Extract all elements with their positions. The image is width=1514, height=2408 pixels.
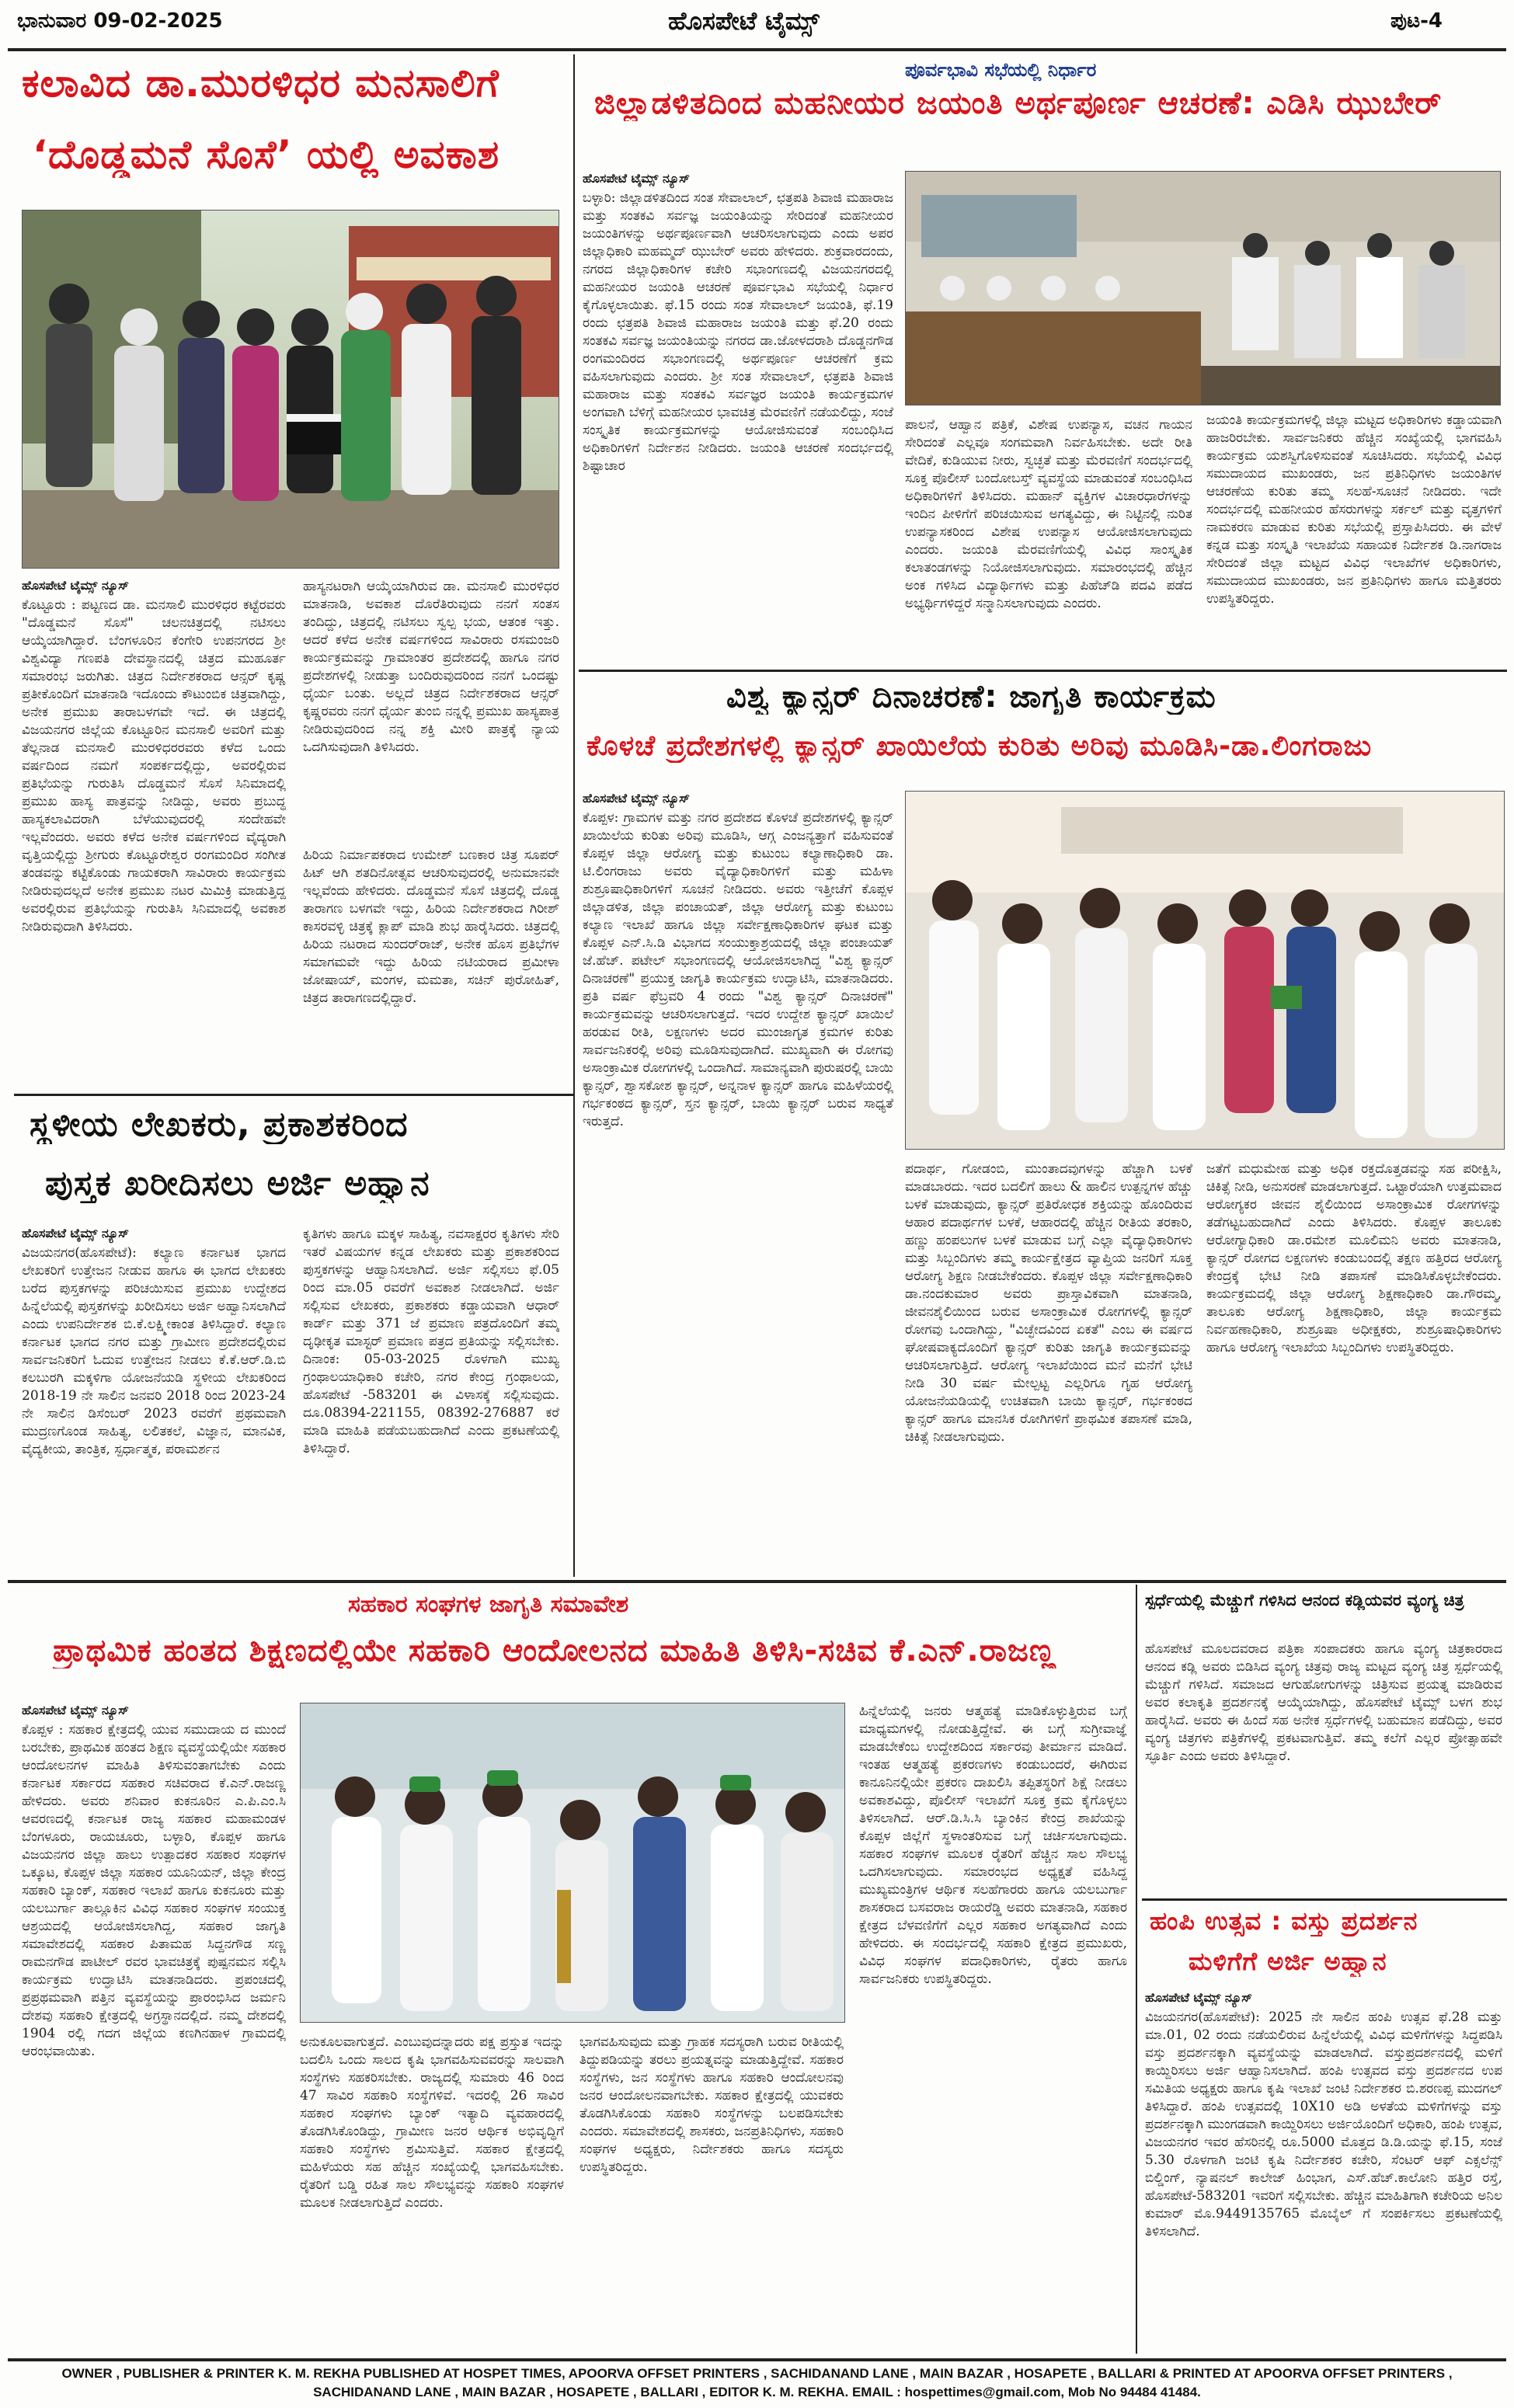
masthead-date: ಭಾನುವಾರ 09-02-2025 bbox=[17, 9, 223, 33]
masthead-page-number: ಪುಟ-4 bbox=[1390, 9, 1443, 33]
lamp-lighting-illustration bbox=[301, 1703, 844, 2022]
sahakara-headline: ಪ್ರಾಥಮಿಕ ಹಂತದ ಶಿಕ್ಷಣದಲ್ಲಿಯೇ ಸಹಕಾರಿ ಆಂದೋಲನದ ಮಾಹಿತಿ ತಿಳಿಸಿ-ಸಚಿವ ಕೆ.ಎನ್.ರಾಜಣ್ಣ bbox=[53, 1633, 1056, 1669]
cancer-body-col1: ಕೊಪ್ಪಳ: ಗ್ರಾಮಗಳ ಮತ್ತು ನಗರ ಪ್ರದೇಶದ ಕೊಳಚೆ ಪ್ರದೇಶಗಳಲ್ಲಿ ಕ್ಯಾನ್ಸರ್ ಖಾಯಿಲೆಯ ಕುರಿತು ಅರಿವು ಮೂಡಿಸಿ, ಆಗ್ಗ ಎಂಜನ್ಯತ್ತಾಗೆ ವಹಿಸುವಂತೆ ಕೊಪ್ಪಳ ಜಿಲ್ಲಾ ಆರೋಗ್ಯ ಮತ್ತು ಕುಟುಂಬ ಕಲ್ಯಾಣಾಧಿಕಾರಿ ಡಾ. ಟಿ.ಲಿಂಗರಾಜು ಅವರು ವೈದ್ಯಾಧಿಕಾರಿಗಳಿಗೆ ಮತ್ತು ಮಹಿಳಾ ಶುಶ್ರೂಷಾಧಿಕಾರಿಗಳಿಗೆ ಸೂಚನೆ ನೀಡಿದರು. ಅವರು ಇತ್ತೀಚೆಗೆ ಕೊಪ್ಪಳ ಜಿಲ್ಲಾಡಳಿತ, ಜಿಲ್ಲಾ ಪಂಚಾಯತ್, ಜಿಲ್ಲಾ ಆರೋಗ್ಯ ಮತ್ತು ಕುಟುಂಬ ಕಲ್ಯಾಣ ಇಲಾಖೆ ಹಾಗೂ ಜಿಲ್ಲಾ ಸರ್ವೇಕ್ಷಣಾಧಿಕಾರಿಗಳ ಘಟಕ ಮತ್ತು ಕೊಪ್ಪಳ ಎನ್.ಸಿ.ಡಿ ವಿಭಾಗದ ಸಂಯುಕ್ತಾಶ್ರಯದಲ್ಲಿ ಜಿಲ್ಲಾ ಪಂಚಾಯತ್ ಜೆ.ಹೆಚ್. ಪಟೇಲ್ ಸಭಾಂಗಣದಲ್ಲಿ ಆಯೋಜಿಸಲಾಗಿದ್ದ "ವಿಶ್ವ ಕ್ಯಾನ್ಸರ್ ದಿನಾಚರಣೆ" ಪ್ರಯುಕ್ತ ಜಾಗೃತಿ ಕಾರ್ಯಕ್ರಮ ಉದ್ಘಾಟಿಸಿ, ಮಾತನಾಡಿದರು. ಪ್ರತಿ ವರ್ಷ ಫೆಬ್ರವರಿ 4 ರಂದು "ವಿಶ್ವ ಕ್ಯಾನ್ಸರ್ ದಿನಾಚರಣೆ" ಕಾರ್ಯಕ್ರಮವನ್ನು ಆಚರಿಸಲಾಗುತ್ತದೆ. ಇದರ ಉದ್ದೇಶ ಕ್ಯಾನ್ಸರ್ ಖಾಯಿಲೆ ಹರಡುವ ರೀತಿ, ಲಕ್ಷಣಗಳು ಅದರ ಮುಂಜಾಗೃತ ಕ್ರಮಗಳ ಕುರಿತು ಸಾರ್ವಜನಿಕರಲ್ಲಿ ಅರಿವು ಮೂಡಿಸುವುದಾಗಿದೆ. ಮುಖ್ಯವಾಗಿ ಈ ರೋಗವು ಅಸಾಂಕ್ರಾಮಿಕ ರೋಗಗಳಲ್ಲಿ ಒಂದಾಗಿದೆ. ಸಾಮಾನ್ಯವಾಗಿ ಪುರುಷರಲ್ಲಿ ಬಾಯಿ ಕ್ಯಾನ್ಸರ್, ಶ್ವಾಸಕೋಶ ಕ್ಯಾನ್ಸರ್, ಅನ್ನನಾಳ ಕ್ಯಾನ್ಸರ್ ಹಾಗೂ ಮಹಿಳೆಯರಲ್ಲಿ ಗರ್ಭಕಂಠದ ಕ್ಯಾನ್ಸರ್, ಸ್ತನ ಕ್ಯಾನ್ಸರ್, ಬಾಯಿ ಕ್ಯಾನ್ಸರ್ ಬರುವ ಸಾಧ್ಯತೆ ಇರುತ್ತದೆ. bbox=[583, 810, 893, 1129]
middle-rule bbox=[8, 1580, 1506, 1583]
cancer-body-col3: ಜತೆಗೆ ಮಧುಮೇಹ ಮತ್ತು ಅಧಿಕ ರಕ್ತದೊತ್ತಡವನ್ನು ಸಹ ಪರೀಕ್ಷಿಸಿ, ಚಿಕಿತ್ಸೆ ನೀಡಿ, ಅನುಸರಣೆ ಮಾಡಲಾಗುತ್ತದೆ. ಒಟ್ಟಾರೆಯಾಗಿ ಉತ್ತಮವಾದ ಆರೋಗ್ಯಕರ ಜೀವನ ಶೈಲಿಯಿಂದ ಅಸಾಂಕ್ರಾಮಿಕ ರೋಗಗಳನ್ನು ತಡೆಗಟ್ಟಬಹುದಾಗಿದೆ ಎಂದು ತಿಳಿಸಿದರು. ಕೊಪ್ಪಳ ತಾಲೂಕು ಆರೋಗ್ಯಾಧಿಕಾರಿ ಡಾ.ರಮೇಶ ಮೂಲಿಮನಿ ಅವರು ಮಾತನಾಡಿ, ಕ್ಯಾನ್ಸರ್ ರೋಗದ ಲಕ್ಷಣಗಳು ಕಂಡುಬಂದಲ್ಲಿ ತಕ್ಷಣ ಹತ್ತಿರದ ಆರೋಗ್ಯ ಕೇಂದ್ರಕ್ಕೆ ಭೇಟಿ ನೀಡಿ ತಪಾಸಣೆ ಮಾಡಿಸಿಕೊಳ್ಳಬೇಕೆಂದರು. ಕಾರ್ಯಕ್ರಮದಲ್ಲಿ ಜಿಲ್ಲಾ ಆರೋಗ್ಯ ಶಿಕ್ಷಣಾಧಿಕಾರಿ ಡಾ.ಗೌರಮ್ಮ, ತಾಲೂಕು ಆರೋಗ್ಯ ಶಿಕ್ಷಣಾಧಿಕಾರಿ, ಜಿಲ್ಲಾ ಕಾರ್ಯಕ್ರಮ ನಿರ್ವಹಣಾಧಿಕಾರಿ, ಶುಶ್ರೂಷಾ ಅಧೀಕ್ಷಕರು, ಶುಶ್ರೂಷಾಧಿಕಾರಿಗಳು ಹಾಗೂ ಆರೋಗ್ಯ ಇಲಾಖೆಯ ಸಿಬ್ಬಂದಿಗಳು ಉಪಸ್ಥಿತರಿದ್ದರು. bbox=[1206, 1161, 1502, 1355]
books-top-rule bbox=[14, 1094, 573, 1096]
footer-line-2: SACHIDANAND LANE , MAIN BAZAR , HOSAPETE , BALLARI , EDITOR K. M. REKHA. EMAIL : hospettimes@gmail.com, Mob No 94484 41484. bbox=[313, 2385, 1201, 2399]
sahakara-byline: ಹೊಸಪೇಟೆ ಟೈಮ್ಸ್ ನ್ಯೂಸ್ bbox=[22, 1703, 129, 1717]
hampi-headline-2: ಮಳಿಗೆಗೆ ಅರ್ಜಿ ಅಹ್ವಾನ bbox=[1189, 1947, 1387, 1976]
murali-body-col2: ಹಾಸ್ಯನಟರಾಗಿ ಆಯ್ಕೆಯಾಗಿರುವ ಡಾ. ಮನಸಾಲಿ ಮುರಳಿಧರ ಮಾತನಾಡಿ, ಅವಕಾಶ ದೊರೆತಿರುವುದು ನನಗೆ ಸಂತಸ ತಂದಿದ್ದು, ಚಿತ್ರದಲ್ಲಿ ನಟಿಸಲು ಸ್ವಲ್ಪ ಭಯ, ಆತಂಕ ಇತ್ತು. ಆದರೆ ಕಳೆದ ಅನೇಕ ವರ್ಷಗಳಿಂದ ಸಾವಿರಾರು ರಸಮಂಜರಿ ಕಾರ್ಯಕ್ರಮವನ್ನು ಗ್ರಾಮಾಂತರ ಪ್ರದೇಶದಲ್ಲಿ ಹಾಗೂ ನಗರ ಪ್ರದೇಶಗಳಲ್ಲಿ ನೀಡುತ್ತಾ ಬಂದಿರುವುದರಿಂದ ನನಗೆ ಒಂದಷ್ಟು ಧೈರ್ಯ ಬಂತು. ಅಲ್ಲದೆ ಚಿತ್ರದ ನಿರ್ದೇಶಕರಾದ ಆನ್ಸರ್ ಕೃಷ್ಣರವರು ನನಗೆ ಧೈರ್ಯ ತುಂಬಿ ನನ್ನಲ್ಲಿ ಪ್ರಮುಖ ಹಾಸ್ಯಪಾತ್ರ ನೀಡಿರುವುದರಿಂದ ನನ್ನ ಶಕ್ತಿ ಮೀರಿ ಪಾತ್ರಕ್ಕೆ ನ್ಯಾಯ ಒದಗಿಸುವುದಾಗಿ ತಿಳಿಸಿದರು. bbox=[303, 579, 559, 755]
cancer-body-col2: ಪದಾರ್ಥ, ಗೋಡಂಬಿ, ಮುಂತಾದವುಗಳನ್ನು ಹೆಚ್ಚಾಗಿ ಬಳಕೆ ಮಾಡಬಾರದು. ಇದರ ಬದಲಿಗೆ ಹಾಲು & ಹಾಲಿನ ಉತ್ಪನ್ನಗಳ ಹೆಚ್ಚು ಬಳಕೆ ಮಾಡುವುದು, ಕ್ಯಾನ್ಸರ್ ಪ್ರತಿರೋಧಕ ಶಕ್ತಿಯನ್ನು ಹೊಂದಿರುವ ಆಹಾರ ಪದಾರ್ಥಗಳ ಬಳಕೆ, ಆಹಾರದಲ್ಲಿ ಹೆಚ್ಚಿನ ರೀತಿಯ ತರಕಾರಿ, ಹಣ್ಣು ಹಂಪಲುಗಳ ಬಳಕೆ ಮಾಡುವ ಬಗ್ಗೆ ಎಲ್ಲಾ ವೈದ್ಯಾಧಿಕಾರಿಗಳು ಮತ್ತು ಸಿಬ್ಬಂದಿಗಳು ತಮ್ಮ ಕಾರ್ಯಕ್ಷೇತ್ರದ ವ್ಯಾಪ್ತಿಯ ಜನರಿಗೆ ಸೂಕ್ತ ಆರೋಗ್ಯ ಶಿಕ್ಷಣ ನೀಡಬೇಕೆಂದರು. ಕೊಪ್ಪಳ ಜಿಲ್ಲಾ ಸರ್ವೇಕ್ಷಣಾಧಿಕಾರಿ ಡಾ.ನಂದಕುಮಾರ ಅವರು ಪ್ರಾಸ್ತಾವಿಕವಾಗಿ ಮಾತನಾಡಿ, ಜೀವನಶೈಲಿಯಿಂದ ಬರುವ ಅಸಾಂಕ್ರಾಮಿಕ ರೋಗಗಳಲ್ಲಿ ಕ್ಯಾನ್ಸರ್ ರೋಗವು ಒಂದಾಗಿದ್ದು, "ವಿಚ್ಛೇದವಿಂದ ಏಕತೆ" ಎಂಬ ಈ ವರ್ಷದ ಘೋಷವಾಕ್ಯದೊಂದಿಗೆ ಕ್ಯಾನ್ಸರ್ ಕುರಿತು ಜಾಗೃತಿ ಕಾರ್ಯಕ್ರಮವನ್ನು ಆಚರಿಸಲಾಗುತ್ತಿದೆ. ಆರೋಗ್ಯ ಇಲಾಖೆಯಿಂದ ಮನೆ ಮನೆಗೆ ಭೇಟಿ ನೀಡಿ 30 ವರ್ಷ ಮೇಲ್ಪಟ್ಟ ಎಲ್ಲರಿಗೂ ಗೃಹ ಆರೋಗ್ಯ ಯೋಜನೆಯಡಿಯಲ್ಲಿ ಉಚಿತವಾಗಿ ಬಾಯಿ ಕ್ಯಾನ್ಸರ್, ಗರ್ಭಕಂಠದ ಕ್ಯಾನ್ಸರ್ ಹಾಗೂ ಮಾನಸಿಕ ರೋಗಿಗಳಿಗೆ ಪ್ರಾಥಮಿಕ ತಪಾಸಣೆ ಮಾಡಿ, ಚಿಕಿತ್ಸೆ ನೀಡಲಾಗುವುದು. bbox=[905, 1161, 1192, 1445]
cartoon-headline: ಸ್ಪರ್ಧೆಯಲ್ಲಿ ಮೆಚ್ಚುಗೆ ಗಳಿಸಿದ ಆನಂದ ಕಡ್ಲಿಯವರ ವ್ಯಂಗ್ಯ ಚಿತ್ರ bbox=[1145, 1591, 1464, 1609]
sahakara-kicker: ಸಹಕಾರ ಸಂಘಗಳ ಜಾಗೃತಿ ಸಮಾವೇಶ bbox=[348, 1591, 629, 1618]
hampi-story bbox=[1142, 1903, 1507, 2358]
jayanti-story bbox=[579, 54, 1507, 668]
cartoon-story bbox=[1142, 1586, 1507, 1897]
murali-headline-2: ‘ದೊಡ್ಡಮನೆ ಸೊಸೆ’ ಯಲ್ಲಿ ಅವಕಾಶ bbox=[33, 132, 500, 177]
books-body-col1: ವಿಜಯನಗರ(ಹೊಸಪೇಟೆ): ಕಲ್ಯಾಣ ಕರ್ನಾಟಕ ಭಾಗದ ಲೇಖಕರಿಗೆ ಉತ್ತೇಜನ ನೀಡುವ ಹಾಗೂ ಈ ಭಾಗದ ಲೇಖಕರು ಬರೆದ ಪುಸ್ತಕಗಳನ್ನು ಪರಿಚಯಿಸುವ ಪ್ರಮುಖ ಉದ್ದೇಶದ ಹಿನ್ನೆಲೆಯಲ್ಲಿ ಪುಸ್ತಕಗಳನ್ನು ಖರೀದಿಸಲು ಅರ್ಜಿ ಅಹ್ವಾನಿಸಲಾಗಿದೆ ಎಂದು ಉಪನಿರ್ದೇಶಕ ಬಿ.ಕೆ.ಲಕ್ಷ್ಮೀಕಾಂತ ತಿಳಿಸಿದ್ದಾರೆ. ಕಲ್ಯಾಣ ಕರ್ನಾಟಕ ಭಾಗದ ನಗರ ಮತ್ತು ಗ್ರಾಮೀಣ ಪ್ರದೇಶದಲ್ಲಿರುವ ಸಾರ್ವಜನಿಕರಿಗೆ ಓದುವ ಉತ್ತೇಜನ ನೀಡಲು ಕೆ.ಕೆ.ಆರ್.ಡಿ.ಬಿ ಕಲಬುರಗಿ ಮಕ್ಕಳಿಗಾ ಯೋಜನೆಯಡಿ ಸ್ಥಳೀಯ ಲೇಖಕರಿಂದ 2018-19 ನೇ ಸಾಲಿನ ಜನವರಿ 2018 ರಿಂದ 2023-24 ನೇ ಸಾಲಿನ ಡಿಸೆಂಬರ್ 2023 ರವರೆಗೆ ಪ್ರಥಮವಾಗಿ ಮುದ್ರಣಗೊಂಡ ಸಾಹಿತ್ಯ, ಲಲಿತಕಲೆ, ವಿಜ್ಞಾನ, ಮಾನವಿಕ, ವೈದ್ಯಕೀಯ, ತಾಂತ್ರಿಕ, ಸ್ಪರ್ಧಾತ್ಮಕ, ಪರಾಮರ್ಶನ bbox=[22, 1245, 286, 1457]
sahakara-body-col2: ಅನುಕೂಲವಾಗುತ್ತದೆ. ಎಂಬುವುದನ್ನಾದರು ಪಕ್ಷ ಪ್ರಸ್ತುತ ಇದನ್ನು ಬದಲಿಸಿ ಒಂದು ಸಾಲದ ಕೃಷಿ ಭಾಗವಹಿಸುವವರನ್ನು ಸಾಲವಾಗಿ ಸಂಸ್ಥೆಗಳು ಸಹಕರಿಸಬೇಕು. ರಾಜ್ಯದಲ್ಲಿ ಸುಮಾರು 46 ರಿಂದ 47 ಸಾವಿರ ಸಹಕಾರಿ ಸಂಸ್ಥೆಗಳಿವೆ. ಇದರಲ್ಲಿ 26 ಸಾವಿರ ಸಹಕಾರ ಸಂಘಗಳು ಬ್ಯಾಂಕ್ ಇತ್ಯಾದಿ ವ್ಯವಹಾರದಲ್ಲಿ ತೊಡಗಿಸಿಕೊಂಡಿದ್ದು, ಗ್ರಾಮೀಣ ಜನರ ಆರ್ಥಿಕ ಅಭಿವೃದ್ಧಿಗೆ ಸಹಕಾರಿ ಸಂಸ್ಥೆಗಳು ಶ್ರಮಿಸುತ್ತಿವೆ. ಸಹಕಾರ ಕ್ಷೇತ್ರದಲ್ಲಿ ಮಹಿಳೆಯರು ಸಹ ಹೆಚ್ಚಿನ ಸಂಖ್ಯೆಯಲ್ಲಿ ಭಾಗವಹಿಸಬೇಕು. ರೈತರಿಗೆ ಬಡ್ಡಿ ರಹಿತ ಸಾಲ ಸೌಲಭ್ಯವನ್ನು ಸಹಕಾರಿ ಸಂಘಗಳ ಮೂಲಕ ನೀಡಲಾಗುತ್ತಿದೆ ಎಂದರು. bbox=[300, 2034, 564, 2211]
cancer-headline-2: ಕೊಳಚೆ ಪ್ರದೇಶಗಳಲ್ಲಿ ಕ್ಯಾನ್ಸರ್ ಖಾಯಿಲೆಯ ಕುರಿತು ಅರಿವು ಮೂಡಿಸಿ-ಡಾ.ಲಿಂಗರಾಜು bbox=[586, 730, 1373, 762]
cancer-story bbox=[579, 674, 1507, 1575]
film-launch-illustration bbox=[23, 211, 559, 568]
jayanti-byline: ಹೊಸಪೇಟೆ ಟೈಮ್ಸ್ ನ್ಯೂಸ್ bbox=[583, 171, 690, 186]
footer-imprint bbox=[0, 2365, 1514, 2408]
hampi-body: ವಿಜಯನಗರ(ಹೊಸಪೇಟೆ): 2025 ನೇ ಸಾಲಿನ ಹಂಪಿ ಉತ್ಸವ ಫೆ.28 ಮತ್ತು ಮಾ.01, 02 ರಂದು ನಡೆಯಲಿರುವ ಹಿನ್ನೆಲೆಯಲ್ಲಿ ವಿವಿಧ ಮಳಿಗೆಗಳನ್ನು ಸಿದ್ಧಪಡಿಸಿ ವಸ್ತು ಪ್ರದರ್ಶನಕ್ಕಾಗಿ ವ್ಯವಸ್ಥೆಯನ್ನು ಮಾಡಲಾಗಿದೆ. ವಸ್ತುಪ್ರದರ್ಶನದಲ್ಲಿ ಮಳಿಗೆ ಕಾಯ್ದಿರಿಸಲು ಅರ್ಜಿ ಆಹ್ವಾನಿಸಲಾಗಿದೆ. ಹಂಪಿ ಉತ್ಸವದ ವಸ್ತು ಪ್ರದರ್ಶನದ ಉಪ ಸಮಿತಿಯ ಅಧ್ಯಕ್ಷರು ಹಾಗೂ ಕೃಷಿ ಇಲಾಖೆ ಜಂಟಿ ನಿರ್ದೇಶಕರ ಬಿ.ಶರಣಪ್ಪ ಮುದಗಲ್ ತಿಳಿಸಿದ್ದಾರೆ. ಹಂಪಿ ಉತ್ಸವದಲ್ಲಿ 10X10 ಅಡಿ ಅಳತೆಯ ಮಳಿಗೆಗಳನ್ನು ವಸ್ತು ಪ್ರದರ್ಶನಕ್ಕಾಗಿ ಮುಂಗಡವಾಗಿ ಕಾಯ್ದಿರಿಸಲು ಅರ್ಜಿಯೊಂದಿಗೆ ಅಧಿಕಾರಿ, ಹಂಪಿ ಉತ್ಸವ, ವಿಜಯನಗರ ಇವರ ಹೆಸರಿನಲ್ಲಿ ರೂ.5000 ಮೊತ್ತದ ಡಿ.ಡಿ.ಯನ್ನು ಫೆ.15, ಸಂಜೆ 5.30 ರೊಳಗಾಗಿ ಜಂಟಿ ಕೃಷಿ ನಿರ್ದೇಶಕರ ಕಚೇರಿ, ಸೆಂಟರ್ ಆಫ್ ಎಕ್ಸಲೆನ್ಸ್ ಬಿಲ್ಡಿಂಗ್, ನ್ಯಾಷನಲ್ ಕಾಲೇಜ್ ಹಿಂಭಾಗ, ಎಸ್.ಹೆಚ್.ಕಾಲೋನಿ ಹತ್ತಿರ ರಸ್ತೆ, ಹೊಸಪೇಟೆ-583201 ಇವರಿಗೆ ಸಲ್ಲಿಸಬೇಕು. ಹೆಚ್ಚಿನ ಮಾಹಿತಿಗಾಗಿ ಕಚೇರಿಯ ಅನಿಲ ಕುಮಾರ್ ಮೊ.9449135765 ಮೊಬೈಲ್ ಗೆ ಸಂಪರ್ಕಿಸಲು ಪ್ರಕಟಣೆಯಲ್ಲಿ ತಿಳಿಸಲಾಗಿದೆ. bbox=[1145, 2010, 1502, 2239]
jayanti-headline: ಜಿಲ್ಲಾಡಳಿತದಿಂದ ಮಹನೀಯರ ಜಯಂತಿ ಅರ್ಥಪೂರ್ಣ ಆಚರಣೆ: ಎಡಿಸಿ ಝುಬೇರ್ bbox=[594, 85, 1443, 121]
sahakara-lamp-lighting-photo bbox=[300, 1703, 845, 2023]
sahakara-body-col3: ಭಾಗವಹಿಸುವುದು ಮತ್ತು ಗ್ರಾಹಕ ಸದಸ್ಯರಾಗಿ ಬರುವ ರೀತಿಯಲ್ಲಿ ತಿದ್ದುಪಡಿಯನ್ನು ತರಲು ಪ್ರಯತ್ನವನ್ನು ಮಾಡುತ್ತಿದ್ದೇವೆ. ಸಹಕಾರ ಸಂಸ್ಥೆಗಳು, ಜನ ಸಂಸ್ಥೆಗಳು ಹಾಗೂ ಸಹಕಾರಿ ಆಂದೋಲನವು ಜನರ ಆಂದೋಲನವಾಗಬೇಕು. ಸಹಕಾರ ಕ್ಷೇತ್ರದಲ್ಲಿ ಯುವಕರು ತೊಡಗಿಸಿಕೊಂಡು ಸಹಕಾರಿ ಸಂಸ್ಥೆಗಳನ್ನು ಬಲಪಡಿಸಬೇಕು ಎಂದರು. ಸಮಾವೇಶದಲ್ಲಿ ಶಾಸಕರು, ಜನಪ್ರತಿನಿಧಿಗಳು, ಸಹಕಾರಿ ಸಂಘಗಳ ಅಧ್ಯಕ್ಷರು, ನಿರ್ದೇಶಕರು ಹಾಗೂ ಸದಸ್ಯರು ಉಪಸ್ಥಿತರಿದ್ದರು. bbox=[579, 2034, 844, 2175]
murali-film-launch-photo bbox=[22, 210, 559, 569]
jayanti-body-col3: ಜಯಂತಿ ಕಾರ್ಯಕ್ರಮಗಳಲ್ಲಿ ಜಿಲ್ಲಾ ಮಟ್ಟದ ಅಧಿಕಾರಿಗಳು ಕಡ್ಡಾಯವಾಗಿ ಹಾಜರಿರಬೇಕು. ಸಾರ್ವಜನಿಕರು ಹೆಚ್ಚಿನ ಸಂಖ್ಯೆಯಲ್ಲಿ ಭಾಗವಹಿಸಿ ಕಾರ್ಯಕ್ರಮ ಯಶಸ್ವಿಗೊಳಿಸುವಂತೆ ಸೂಚಿಸಿದರು. ಸಭೆಯಲ್ಲಿ ವಿವಿಧ ಸಮುದಾಯದ ಮುಖಂಡರು, ಜನ ಪ್ರತಿನಿಧಿಗಳು ಜಯಂತಿಗಳ ಆಚರಣೆಯ ಕುರಿತು ತಮ್ಮ ಸಲಹೆ-ಸೂಚನೆ ನೀಡಿದರು. ಇದೇ ಸಂದರ್ಭದಲ್ಲಿ ಮಹನೀಯರ ಹೆಸರುಗಳನ್ನು ಸರ್ಕಲ್ ಮತ್ತು ವೃತ್ತಗಳಿಗೆ ನಾಮಕರಣ ಮಾಡುವ ಕುರಿತು ಸಭೆಯಲ್ಲಿ ಪ್ರಸ್ತಾಪಿಸಿದರು. ಈ ವೇಳೆ ಕನ್ನಡ ಮತ್ತು ಸಂಸ್ಕೃತಿ ಇಲಾಖೆಯ ಸಹಾಯಕ ನಿರ್ದೇಶಕ ಡಿ.ನಾಗರಾಜ ಸೇರಿದಂತೆ ಜಿಲ್ಲಾ ಮಟ್ಟದ ವಿವಿಧ ಇಲಾಖೆಗಳ ಅಧಿಕಾರಿಗಳು, ಸಮುದಾಯದ ಮುಖಂಡರು, ಜನ ಪ್ರತಿನಿಧಿಗಳು ಹಾಗೂ ಮತ್ತಿತರರು ಉಪಸ್ಥಿತರಿದ್ದರು. bbox=[1206, 412, 1502, 607]
hampi-top-rule bbox=[1142, 1898, 1507, 1901]
jayanti-body-col2: ಪಾಲನೆ, ಆಹ್ವಾನ ಪತ್ರಿಕೆ, ವಿಶೇಷ ಉಪನ್ಯಾಸ, ವಚನ ಗಾಯನ ಸೇರಿದಂತೆ ಎಲ್ಲವೂ ಸಂಗಮವಾಗಿ ನಿರ್ವಹಿಸಬೇಕು. ಅದೇ ರೀತಿ ವೇದಿಕೆ, ಕುಡಿಯುವ ನೀರು, ಸ್ವಚ್ಛತೆ ಮತ್ತು ಮೆರವಣಿಗೆ ಸಂದರ್ಭದಲ್ಲಿ ಸೂಕ್ತ ಪೊಲೀಸ್ ಬಂದೋಬಸ್ತ್ ವ್ಯವಸ್ಥೆಯ ಮಾಡುವಂತೆ ಸಂಬಂಧಿಸಿದ ಅಧಿಕಾರಿಗಳಿಗೆ ತಿಳಿಸಿದರು. ಮಹಾನ್ ವ್ಯಕ್ತಿಗಳ ವಿಚಾರಧಾರೆಗಳನ್ನು ಇಂದಿನ ಪೀಳಿಗೆಗೆ ಪರಿಚಯಿಸುವ ಅಗತ್ಯವಿದ್ದು, ಈ ನಿಟ್ಟಿನಲ್ಲಿ ನುರಿತ ಉಪನ್ಯಾಸಕರಿಂದ ವಿಶೇಷ ಉಪನ್ಯಾಸ ಆಯೋಜಿಸಲಾಗುವುದು ಎಂದರು. ಜಯಂತಿ ಮೆರವಣಿಗೆಯಲ್ಲಿ ವಿವಿಧ ಸಾಂಸ್ಕೃತಿಕ ಕಲಾತಂಡಗಳನ್ನು ನಿಯೋಜಿಸಲಾಗುವುದು. ಸಮಾರಂಭದಲ್ಲಿ ಹೆಚ್ಚಿನ ಅಂಕ ಗಳಿಸಿದ ವಿದ್ಯಾರ್ಥಿಗಳು ಮತ್ತು ಪಿಹೆಚ್‌ಡಿ ಪದವಿ ಪಡೆದ ಅಭ್ಯರ್ಥಿಗಳಿದ್ದರೆ ಸನ್ಮಾನಿಸಲಾಗುವುದು ಎಂದರು. bbox=[905, 417, 1192, 611]
hampi-headline-1: ಹಂಪಿ ಉತ್ಸವ : ವಸ್ತು ಪ್ರದರ್ಶನ bbox=[1150, 1906, 1418, 1936]
jayanti-body-col1: ಬಳ್ಳಾರಿ: ಜಿಲ್ಲಾಡಳಿತದಿಂದ ಸಂತ ಸೇವಾಲಾಲ್, ಛತ್ರಪತಿ ಶಿವಾಜಿ ಮಹಾರಾಜ ಮತ್ತು ಸಂತಕವಿ ಸರ್ವಜ್ಞ ಜಯಂತಿಯನ್ನು ಸೇರಿದಂತೆ ಮಹನೀಯರ ಜಯಂತಿಗಳನ್ನು ಅರ್ಥಪೂರ್ಣವಾಗಿ ಆಚರಿಸಲಾಗುವುದು ಎಂದು ಅಪರ ಜಿಲ್ಲಾಧಿಕಾರಿ ಮಹಮ್ಮದ್ ಝುಬೇರ್ ಅವರು ಹೇಳಿದರು. ಶುಕ್ರವಾರದಂದು, ನಗರದ ಜಿಲ್ಲಾಧಿಕಾರಿಗಳ ಕಚೇರಿ ಸಭಾಂಗಣದಲ್ಲಿ ವಿಜಯನಗರದಲ್ಲಿ ಮಹನೀಯರ ಜಯಂತಿ ಆಚರಣೆ ಪೂರ್ವಭಾವಿ ಸಭೆಯಲ್ಲಿ ನಿರ್ಧಾರ ಕೈಗೊಳ್ಳಲಾಯಿತು. ಫೆ.15 ರಂದು ಸಂತ ಸೇವಾಲಾಲ್ ಜಯಂತಿ, ಫೆ.19 ರಂದು ಛತ್ರಪತಿ ಶಿವಾಜಿ ಮಹಾರಾಜ ಜಯಂತಿ ಮತ್ತು ಫೆ.20 ರಂದು ಸಂತಕವಿ ಸರ್ವಜ್ಞ ಜಯಂತಿಯನ್ನು ನಗರದ ಡಾ.ಜೋಳದರಾಶಿ ದೊಡ್ಡನಗೌಡ ರಂಗಮಂದಿರದ ಸಭಾಂಗಣದಲ್ಲಿ ಅರ್ಥಪೂರ್ಣ ಆಚರಣೆಗೆ ಕ್ರಮ ವಹಿಸಲಾಗುವುದು ಎಂದರು. ಶ್ರೀ ಸಂತ ಸೇವಾಲಾಲ್, ಛತ್ರಪತಿ ಶಿವಾಜಿ ಮಹಾರಾಜ ಮತ್ತು ಸಂತಕವಿ ಸರ್ವಜ್ಞರ ಜಯಂತಿ ಕಾರ್ಯಕ್ರಮಗಳ ಅಂಗವಾಗಿ ಬೆಳಿಗ್ಗೆ ಮಹನೀಯರ ಭಾವಚಿತ್ರ ಮೆರವಣಿಗೆ ನಡೆಯಲಿದ್ದು, ಸಂಜೆ ಸಂಸ್ಕೃತಿಕ ಕಾರ್ಯಕ್ರಮಗಳನ್ನು ಆಯೋಜಿಸುವಂತೆ ಸಂಬಂಧಿಸಿದ ಅಧಿಕಾರಿಗಳಿಗೆ ನಿರ್ದೇಶನ ನೀಡಿದರು. ಜಯಂತಿ ಆಚರಣೆ ಸಂದರ್ಭದಲ್ಲಿ ಶಿಷ್ಟಾಚಾರ bbox=[583, 190, 893, 474]
sahakara-story bbox=[14, 1586, 1133, 2355]
cancer-byline: ಹೊಸಪೇಟೆ ಟೈಮ್ಸ್ ನ್ಯೂಸ್ bbox=[583, 791, 690, 806]
books-headline-2: ಪುಸ್ತಕ ಖರೀದಿಸಲು ಅರ್ಜಿ ಅಹ್ವಾನ bbox=[45, 1164, 430, 1203]
books-body-col2: ಕೃತಿಗಳು ಹಾಗೂ ಮಕ್ಕಳ ಸಾಹಿತ್ಯ, ನವಸಾಕ್ಷರರ ಕೃತಿಗಳು ಸೇರಿ ಇತರೆ ವಿಷಯಗಳ ಕನ್ನಡ ಲೇಖಕರು ಮತ್ತು ಪ್ರಕಾಶಕರಿಂದ ಪುಸ್ತಕಗಳನ್ನು ಆಹ್ವಾನಿಸಲಾಗಿದೆ. ಅರ್ಜಿ ಸಲ್ಲಿಸಲು ಫೆ.05 ರಿಂದ ಮಾ.05 ರವರೆಗೆ ಅವಕಾಶ ನೀಡಲಾಗಿದೆ. ಅರ್ಜಿ ಸಲ್ಲಿಸುವ ಲೇಖಕರು, ಪ್ರಕಾಶಕರು ಕಡ್ಡಾಯವಾಗಿ ಆಧಾರ್ ಕಾರ್ಡ್ ಮತ್ತು 371 ಜೆ ಪ್ರಮಾಣ ಪತ್ರದೊಂದಿಗೆ ತಮ್ಮ ದೃಢೀಕೃತ ಮಾಸ್ಟರ್ ಪ್ರಮಾಣ ಪತ್ರದ ಪ್ರತಿಯನ್ನು ಸಲ್ಲಿಸಬೇಕು. ದಿನಾಂಕ: 05-03-2025 ರೊಳಗಾಗಿ ಮುಖ್ಯ ಗ್ರಂಥಾಲಯಾಧಿಕಾರಿ ಕಚೇರಿ, ನಗರ ಕೇಂದ್ರ ಗ್ರಂಥಾಲಯ, ಹೊಸಪೇಟೆ -583201 ಈ ವಿಳಾಸಕ್ಕೆ ಸಲ್ಲಿಸುವುದು. ದೂ.08394-221155, 08392-276887 ಕರೆ ಮಾಡಿ ಮಾಹಿತಿ ಪಡೆಯಬಹುದಾಗಿದೆ ಎಂದು ಪ್ರಕಟಣೆಯಲ್ಲಿ ತಿಳಿಸಿದ್ದಾರೆ. bbox=[303, 1227, 559, 1456]
murali-story bbox=[14, 54, 567, 1087]
sahakara-body-col4: ಹಿನ್ನೆಲೆಯಲ್ಲಿ ಜನರು ಆತ್ಮಹತ್ಯೆ ಮಾಡಿಕೊಳ್ಳುತ್ತಿರುವ ಬಗ್ಗೆ ಮಾಧ್ಯಮಗಳಲ್ಲಿ ನೋಡುತ್ತಿದ್ದೇವೆ. ಈ ಬಗ್ಗೆ ಸುಗ್ರೀವಾಜ್ಞೆ ಮಾಡಬೇಕೆಂಬ ಉದ್ದೇಶದಿಂದ ಸರ್ಕಾರವು ತೀರ್ಮಾನ ಮಾಡಿದೆ. ಇಂತಹ ಆತ್ಮಹತ್ಯೆ ಪ್ರಕರಣಗಳು ಕಂಡುಬಂದರೆ, ಈಗಿರುವ ಕಾನೂನಿನಲ್ಲಿಯೇ ಪ್ರಕರಣ ದಾಖಲಿಸಿ ತಪ್ಪಿತಸ್ಥರಿಗೆ ಶಿಕ್ಷೆ ನೀಡಲು ಅವಕಾಶವಿದ್ದು, ಪೊಲೀಸ್ ಇಲಾಖೆಗೆ ಸೂಕ್ತ ಕ್ರಮ ಕೈಗೊಳ್ಳಲು ತಿಳಿಸಲಾಗಿದೆ. ಆರ್.ಡಿ.ಸಿ.ಸಿ ಬ್ಯಾಂಕಿನ ಕೇಂದ್ರ ಶಾಖೆಯನ್ನು ಕೊಪ್ಪಳ ಜಿಲ್ಲೆಗೆ ಸ್ಥಳಾಂತರಿಸುವ ಬಗ್ಗೆ ಚರ್ಚಿಸಲಾಗುವುದು. ಸಹಕಾರ ಸಂಘಗಳ ಮೂಲಕ ರೈತರಿಗೆ ಹೆಚ್ಚಿನ ಸಾಲ ಸೌಲಭ್ಯ ಒದಗಿಸಲಾಗುವುದು. ಸಮಾರಂಭದ ಅಧ್ಯಕ್ಷತೆ ವಹಿಸಿದ್ದ ಮುಖ್ಯಮಂತ್ರಿಗಳ ಆರ್ಥಿಕ ಸಲಹೆಗಾರರು ಹಾಗೂ ಯಲಬುರ್ಗಾ ಶಾಸಕರಾದ ಬಸವರಾಜ ರಾಯರೆಡ್ಡಿ ಅವರು ಮಾತನಾಡಿ, ಸಹಕಾರ ಕ್ಷೇತ್ರದ ಬೆಳವಣಿಗೆಗೆ ಎಲ್ಲರ ಸಹಕಾರ ಅಗತ್ಯವಾಗಿದೆ ಎಂದು ಹೇಳಿದರು. ಈ ಸಂದರ್ಭದಲ್ಲಿ ಸಹಕಾರಿ ಕ್ಷೇತ್ರದ ಪ್ರಮುಖರು, ವಿವಿಧ ಸಂಘಗಳ ಪದಾಧಿಕಾರಿಗಳು, ರೈತರು ಹಾಗೂ ಸಾರ್ವಜನಿಕರು ಉಪಸ್ಥಿತರಿದ್ದರು. bbox=[859, 1703, 1127, 1987]
cartoon-body: ಹೊಸಪೇಟೆ ಮೂಲದವರಾದ ಪತ್ರಿಕಾ ಸಂಪಾದಕರು ಹಾಗೂ ವ್ಯಂಗ್ಯ ಚಿತ್ರಕಾರರಾದ ಆನಂದ ಕಡ್ಲಿ ಅವರು ಬಿಡಿಸಿದ ವ್ಯಂಗ್ಯ ಚಿತ್ರವು ರಾಜ್ಯ ಮಟ್ಟದ ವ್ಯಂಗ್ಯ ಚಿತ್ರ ಸ್ಪರ್ಧೆಯಲ್ಲಿ ಮೆಚ್ಚುಗೆ ಗಳಿಸಿದೆ. ಸಮಾಜದ ಆಗುಹೋಗುಗಳನ್ನು ಚಿತ್ರಿಸುವ ಪ್ರಯತ್ನ ಮಾಡಿರುವ ಅವರ ಕಲಾಕೃತಿ ಪ್ರದರ್ಶನಕ್ಕೆ ಆಯ್ಕೆಯಾಗಿದ್ದು, ಹೊಸಪೇಟೆ ಟೈಮ್ಸ್ ಬಳಗ ಶುಭ ಹಾರೈಸಿದೆ. ಅವರು ಈ ಹಿಂದೆ ಸಹ ಅನೇಕ ಸ್ಪರ್ಧೆಗಳಲ್ಲಿ ಬಹುಮಾನ ಪಡೆದಿದ್ದು, ಅವರ ವ್ಯಂಗ್ಯ ಚಿತ್ರಗಳು ಪತ್ರಿಕೆಗಳಲ್ಲಿ ಪ್ರಕಟವಾಗುತ್ತಿವೆ. ತಮ್ಮ ಕಲೆಗೆ ಎಲ್ಲರ ಪ್ರೋತ್ಸಾಹವೇ ಸ್ಫೂರ್ತಿ ಎಂದು ಅವರು ತಿಳಿಸಿದ್ದಾರೆ. bbox=[1145, 1641, 1502, 1764]
jayanti-kicker: ಪೂರ್ವಭಾವಿ ಸಭೆಯಲ್ಲಿ ನಿರ್ಧಾರ bbox=[905, 59, 1097, 81]
footer-line-1: OWNER , PUBLISHER & PRINTER K. M. REKHA PUBLISHED AT HOSPET TIMES, APOORVA OFFSET PRINTERS , SACHIDANAND LANE , MAIN BAZAR , HOSAPETE , BALLARI & PRINTED AT APOORVA OFFSET PRINTERS , bbox=[61, 2366, 1453, 2381]
books-byline: ಹೊಸಪೇಟೆ ಟೈಮ್ಸ್ ನ್ಯೂಸ್ bbox=[22, 1226, 129, 1241]
masthead-paper-name: ಹೊಸಪೇಟೆ ಟೈಮ್ಸ್ bbox=[668, 6, 820, 36]
murali-body-col1: ಕೊಟ್ಟೂರು : ಪಟ್ಟಣದ ಡಾ. ಮನಸಾಲಿ ಮುರಳಿಧರ ಕಟ್ಟೆರವರು "ದೊಡ್ಡಮನೆ ಸೊಸೆ" ಚಲನಚಿತ್ರದಲ್ಲಿ ನಟಿಸಲು ಆಯ್ಕೆಯಾಗಿದ್ದಾರೆ. ಬೆಂಗಳೂರಿನ ಕೆಂಗೇರಿ ಉಪನಗರದ ಶ್ರೀ ವಿಶ್ವವಿದ್ಯಾ ಗಣಪತಿ ದೇವಸ್ಥಾನದಲ್ಲಿ ಚಿತ್ರದ ಮುಹೂರ್ತ ಸಮಾರಂಭ ಜರುಗಿತು. ಚಿತ್ರದ ನಿರ್ದೇಶಕರಾದ ಆನ್ಸರ್ ಕೃಷ್ಣ ಪ್ರತೀಕೊಂದಿಗೆ ಮಾತನಾಡಿ ಇದೊಂದು ಕೌಟುಂಬಿಕ ಚಿತ್ರವಾಗಿದ್ದು, ಅನೇಕ ಪ್ರಮುಖ ತಾರಾಬಳಗವೇ ಇದೆ. ಈ ಚಿತ್ರದಲ್ಲಿ ವಿಜಯನಗರ ಜಿಲ್ಲೆಯ ಕೊಟ್ಟೂರಿನ ಮನಸಾಲಿ ಅವರಿಗೆ ಮತ್ತು ತೆಲ್ಲನಾಡ ಮನಸಾಲಿ ಮುರಳಿಧರರವರು ಕಳೆದ ಒಂದು ವರ್ಷದಿಂದ ನಮಗೆ ಸಂಪರ್ಕದಲ್ಲಿದ್ದು, ಅವರಲ್ಲಿರುವ ಪ್ರತಿಭೆಯನ್ನು ಗುರುತಿಸಿ ದೊಡ್ಡಮನೆ ಸೊಸೆ ಸಿನಿಮಾದಲ್ಲಿ ಪ್ರಮುಖ ಹಾಸ್ಯ ಪಾತ್ರವನ್ನು ನೀಡಿದ್ದು, ಅವರು ಪ್ರಬುದ್ಧ ಹಾಸ್ಯಕಲಾವಿದರಾಗಿ ಬೆಳೆಯುವುದರಲ್ಲಿ ಸಂದೇಹವೇ ಇಲ್ಲವೆಂದರು. ಅವರು ಕಳೆದ ಅನೇಕ ವರ್ಷಗಳಿಂದ ವೈದ್ಯರಾಗಿ ವೃತ್ತಿಯಲ್ಲಿದ್ದು ಶ್ರೀಗುರು ಕೊಟ್ಟೂರೇಶ್ವರ ರಂಗಮಂದಿರ ಸಂಗೀತ ತಂಡವನ್ನು ಕಟ್ಟಿಕೊಂಡು ಗಾಯಕರಾಗಿ ಸಾವಿರಾರು ಕಾರ್ಯಕ್ರಮ ನೀಡಿರುವುದಲ್ಲದೆ ಅನೇಕ ಪ್ರಮುಖ ನಟರ ಮಿಮಿಕ್ರಿ ಮಾಡುತ್ತಿದ್ದ ಅವರಲ್ಲಿರುವ ಪ್ರತಿಭೆಯನ್ನು ಗುರುತಿಸಿ ಸಿನಿಮಾದಲ್ಲಿ ಅವಕಾಶ ನೀಡಿರುವುದಾಗಿ ತಿಳಿಸಿದರು. bbox=[22, 597, 286, 934]
books-story bbox=[14, 1098, 567, 1580]
masthead-rule bbox=[8, 48, 1506, 51]
cancer-headline-1: ವಿಶ್ವ ಕ್ಯಾನ್ಸರ್ ದಿನಾಚರಣೆ: ಜಾಗೃತಿ ಕಾರ್ಯಕ್ರಮ bbox=[726, 679, 1216, 715]
hampi-byline: ಹೊಸಪೇಟೆ ಟೈಮ್ಸ್ ನ್ಯೂಸ್ bbox=[1145, 1990, 1252, 2005]
murali-headline-1: ಕಲಾವಿದ ಡಾ.ಮುರಳಿಧರ ಮನಸಾಲಿಗೆ bbox=[22, 61, 499, 106]
murali-byline: ಹೊಸಪೇಟೆ ಟೈಮ್ಸ್ ನ್ಯೂಸ್ bbox=[22, 578, 129, 593]
nurses-group-illustration bbox=[906, 792, 1504, 1149]
books-headline-1: ಸ್ಥಳೀಯ ಲೇಖಕರು, ಪ್ರಕಾಶಕರಿಂದ bbox=[30, 1105, 409, 1144]
jayanti-bottom-rule bbox=[579, 670, 1507, 672]
masthead bbox=[0, 0, 1514, 48]
sahakara-body-col1: ಕೊಪ್ಪಳ : ಸಹಕಾರ ಕ್ಷೇತ್ರದಲ್ಲಿ ಯುವ ಸಮುದಾಯ ದ ಮುಂದೆ ಬರಬೇಕು, ಪ್ರಾಥಮಿಕ ಹಂತದ ಶಿಕ್ಷಣ ವ್ಯವಸ್ಥೆಯಲ್ಲಿಯೇ ಸಹಕಾರ ಆಂದೋಲನಗಳ ಮಾಹಿತಿ ತಿಳಿಸುವಂತಾಗಬೇಕು ಎಂದು ಕರ್ನಾಟಕ ಸರ್ಕಾರದ ಸಹಕಾರ ಸಚಿವರಾದ ಕೆ.ಎನ್.ರಾಜಣ್ಣ ಹೇಳಿದರು. ಅವರು ಶನಿವಾರ ಕುಕನೂರಿನ ಎ.ಪಿ.ಎಂ.ಸಿ ಆವರಣದಲ್ಲಿ ಕರ್ನಾಟಕ ರಾಜ್ಯ ಸಹಕಾರ ಮಹಾಮಂಡಳ ಬೆಂಗಳೂರು, ರಾಯಚೂರು, ಬಳ್ಳಾರಿ, ಕೊಪ್ಪಳ ಹಾಗೂ ವಿಜಯನಗರ ಜಿಲ್ಲಾ ಹಾಲು ಉತ್ಪಾದಕರ ಸಹಕಾರ ಸಂಘಗಳ ಒಕ್ಕೂಟ, ಕೊಪ್ಪಳ ಜಿಲ್ಲಾ ಸಹಕಾರ ಯೂನಿಯನ್, ಜಿಲ್ಲಾ ಕೇಂದ್ರ ಸಹಕಾರಿ ಬ್ಯಾಂಕ್, ಸಹಕಾರ ಇಲಾಖೆ ಹಾಗೂ ಕುಕನೂರು ಮತ್ತು ಯಲಬುರ್ಗಾ ತಾಲ್ಲೂಕಿನ ವಿವಿಧ ಸಹಕಾರ ಸಂಘಗಳ ಸಂಯುಕ್ತ ಆಶ್ರಯದಲ್ಲಿ ಆಯೋಜಿಸಲಾಗಿದ್ದ, ಸಹಕಾರ ಜಾಗೃತಿ ಸಮಾವೇಶದಲ್ಲಿ ಸಹಕಾರ ಪಿತಾಮಹ ಸಿದ್ದನಗೌಡ ಸಣ್ಣ ರಾಮನಗೌಡ ಪಾಟೀಲ್ ರವರ ಭಾವಚಿತ್ರಕ್ಕೆ ಪುಷ್ಪನಮನ ಸಲ್ಲಿಸಿ ಕಾರ್ಯಕ್ರಮ ಉದ್ಘಾಟಿಸಿ ಮಾತನಾಡಿದರು. ಪ್ರಪಂಚದಲ್ಲಿ ಪ್ರಪ್ರಥಮವಾಗಿ ಪತ್ತಿನ ವ್ಯವಸ್ಥೆಯನ್ನು ಪ್ರಾರಂಭಿಸಿದ ಜರ್ಮನಿ ದೇಶವು ಸಹಕಾರಿ ಕ್ಷೇತ್ರದಲ್ಲಿ ಅಗ್ರಸ್ಥಾನದಲ್ಲಿದೆ. ನಮ್ಮ ದೇಶದಲ್ಲಿ 1904 ರಲ್ಲಿ ಗದಗ ಜಿಲ್ಲೆಯ ಕಣಗಿನಹಾಳ ಗ್ರಾಮದಲ್ಲಿ ಆರಂಭವಾಯಿತು. bbox=[22, 1722, 286, 2059]
column-rule-bottom bbox=[1136, 1585, 1137, 2354]
cancer-awareness-photo bbox=[905, 791, 1505, 1150]
murali-body-col2b: ಹಿರಿಯ ನಿರ್ಮಾಪಕರಾದ ಉಮೇಶ್ ಬಣಕಾರ ಚಿತ್ರ ಸೂಪರ್ ಹಿಟ್ ಆಗಿ ಶತದಿನೋತ್ಸವ ಆಚರಿಸುವುದರಲ್ಲಿ ಅನುಮಾನವೇ ಇಲ್ಲವೆಂದು ಹೇಳಿದರು. ದೊಡ್ಡಮನೆ ಸೊಸೆ ಚಿತ್ರದಲ್ಲಿ ದೊಡ್ಡ ತಾರಾಗಣ ಬಳಗವೇ ಇದ್ದು, ಹಿರಿಯ ನಿರ್ದೇಶಕರಾದ ಗಿರೀಶ್ ಕಾಸರವಳ್ಳಿ ಚಿತ್ರಕ್ಕೆ ಕ್ಲಾಪ್ ಮಾಡಿ ಶುಭ ಹಾರೈಸಿದರು. ಚಿತ್ರದಲ್ಲಿ ಹಿರಿಯ ನಟರಾದ ಸುಂದರ್‌ರಾಜ್, ಅನೇಕ ಹೊಸ ಪ್ರತಿಭೆಗಳ ಸಮಾಗಮವೇ ಇದ್ದು ಹಿರಿಯ ನಟಿಯರಾದ ಪ್ರಮೀಳಾ ಜೋಷಾಯ್, ಮಂಗಳ, ಮಮತಾ, ಸಚಿನ್ ಪುರೋಹಿತ್, ಚಿತ್ರದ ತಾರಾಗಣದಲ್ಲಿದ್ದಾರೆ. bbox=[303, 847, 559, 1006]
footer-rule bbox=[8, 2358, 1506, 2361]
column-rule-left bbox=[573, 54, 575, 1577]
